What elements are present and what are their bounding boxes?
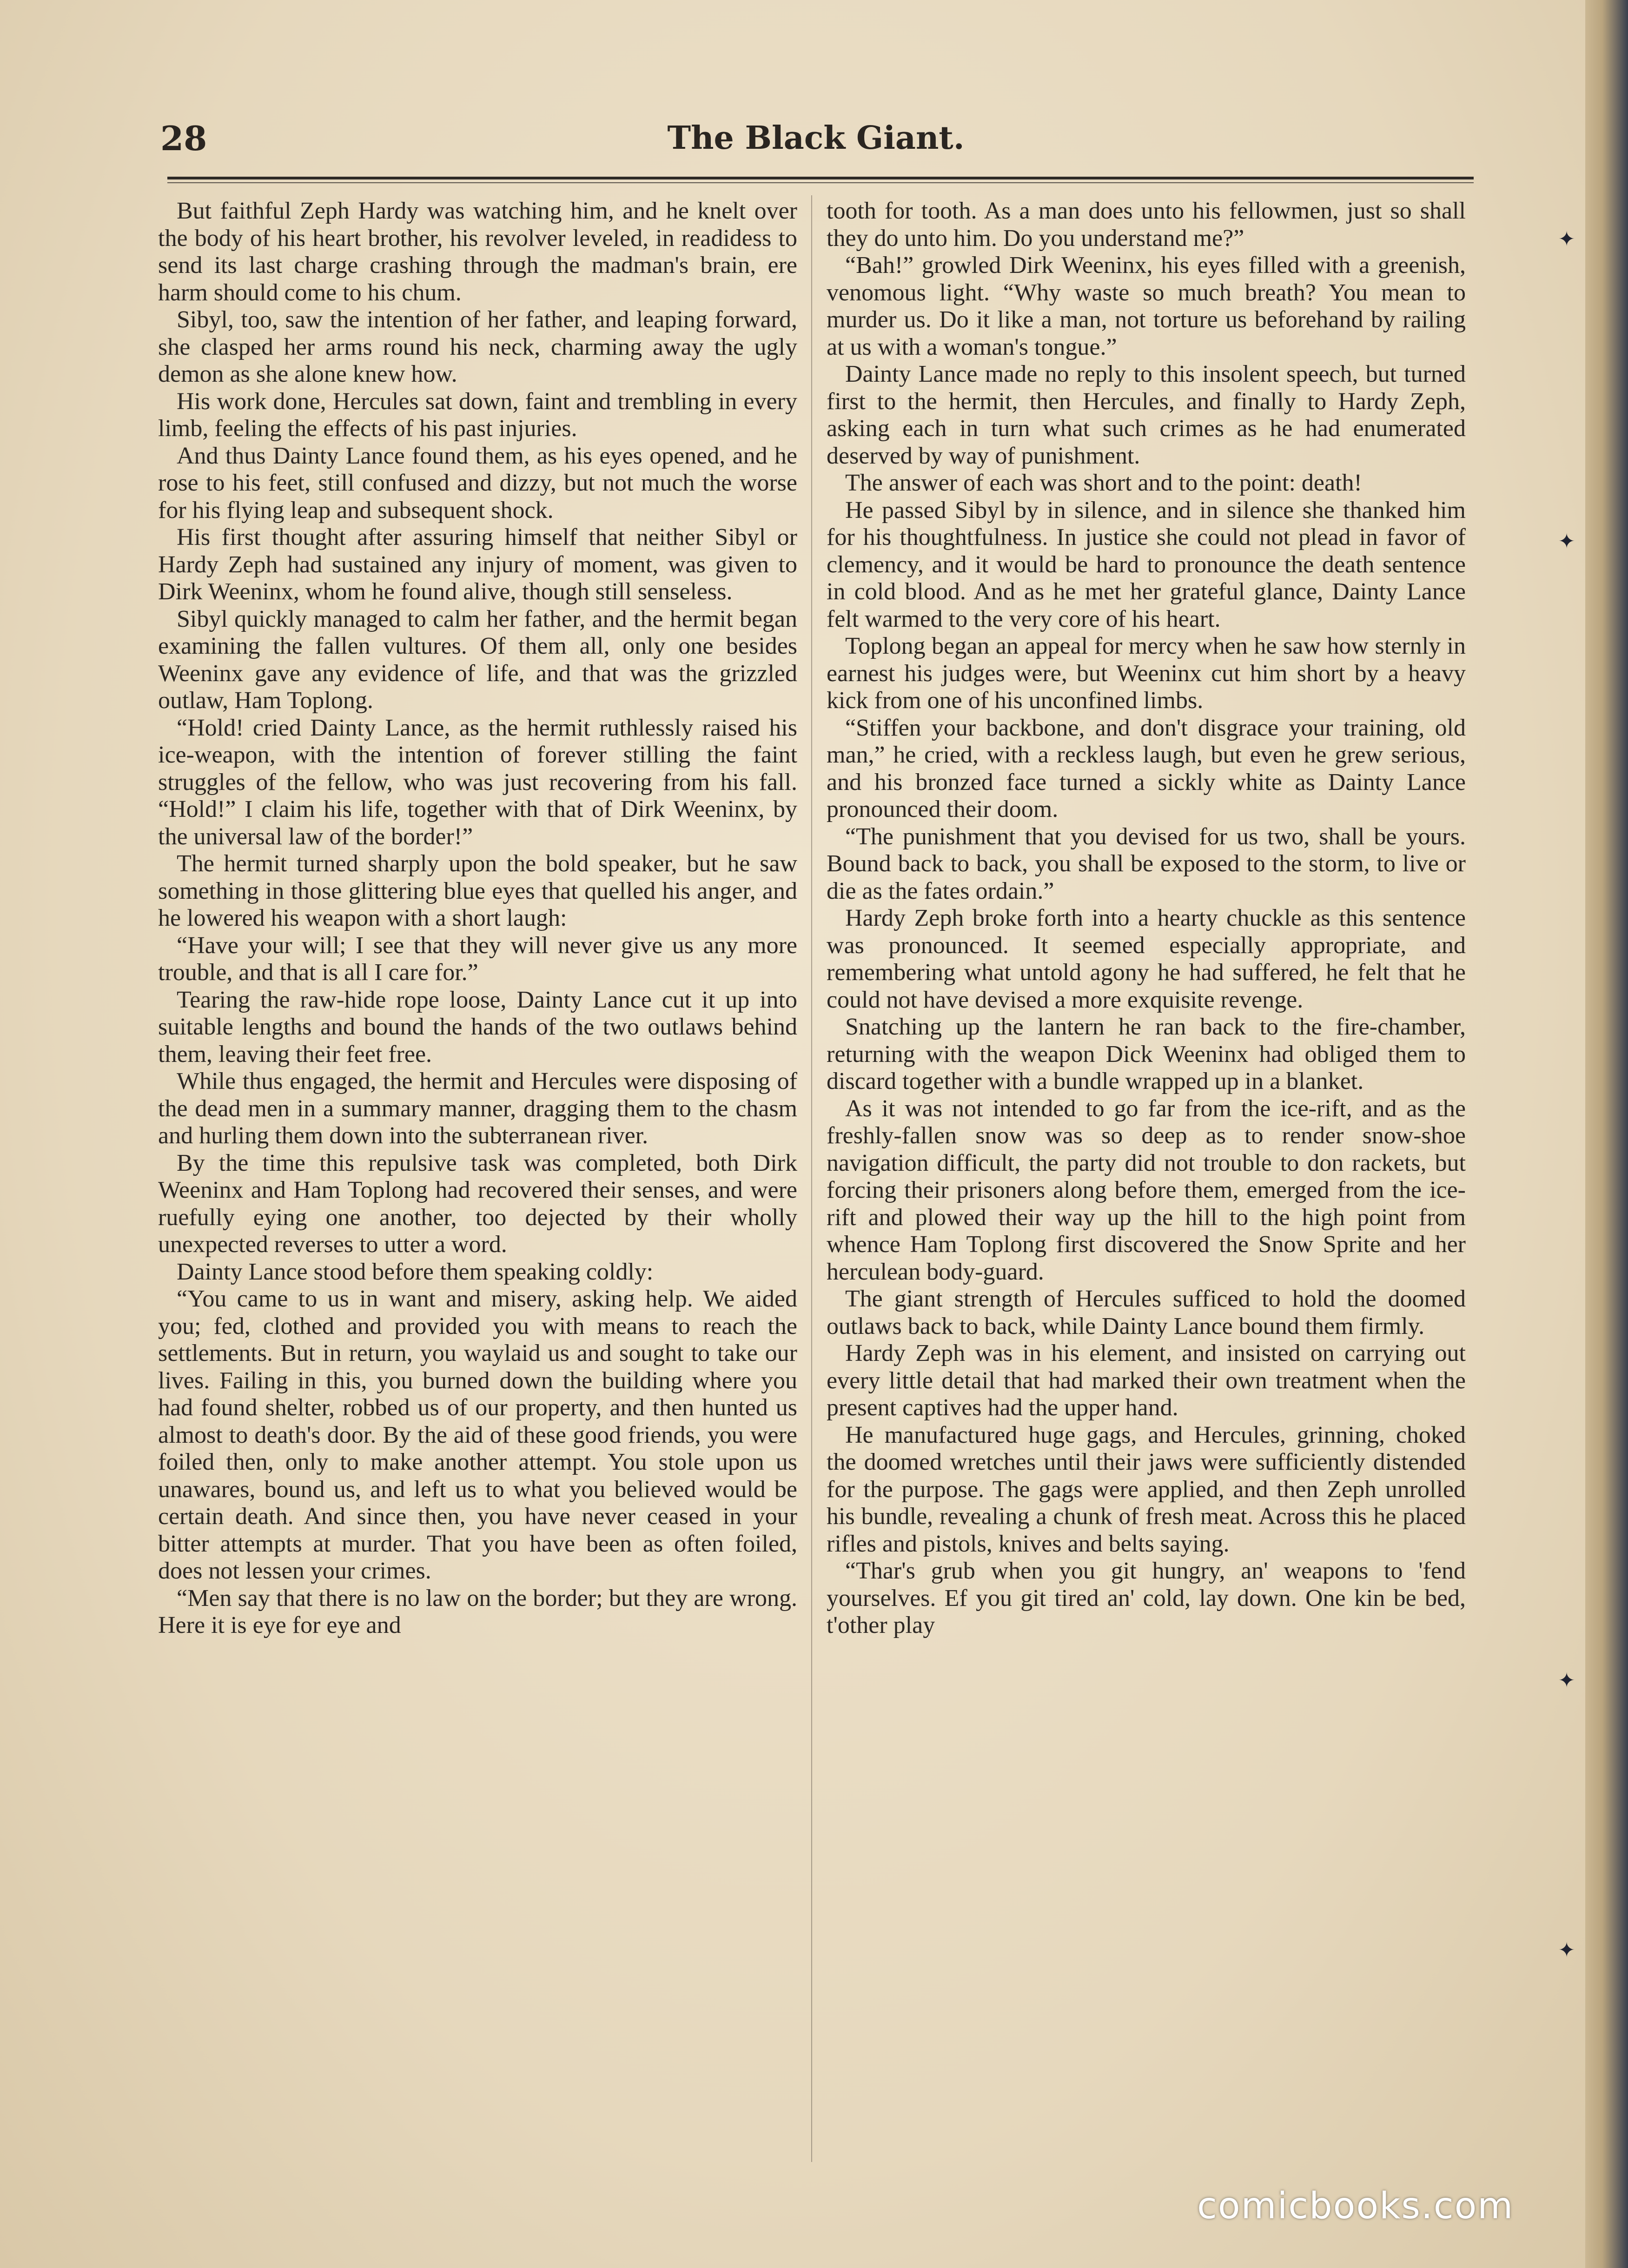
paragraph: His first thought after assuring himself that neither Sibyl or Hardy Zeph had sustained any injury of moment, was given to Dirk Weeninx, whom he found alive, though still senseless. (158, 524, 797, 605)
paragraph: “Have your will; I see that they will never give us any more trouble, and that is all I care for.” (158, 932, 797, 986)
paragraph: He manufactured huge gags, and Hercules, grinning, choked the doomed wretches until their jaws were sufficiently distended for the purpose. The gags were applied, and then Zeph unrolled his bundle, revealing a chunk of fresh meat. Across this he placed rifles and pistols, knives and belts saying. (827, 1421, 1466, 1557)
paragraph: Toplong began an appeal for mercy when he saw how sternly in earnest his judges were, but Weeninx cut him short by a heavy kick from one of his unconfined limbs. (827, 633, 1466, 714)
staple-icon: ✦ (1558, 1669, 1575, 1692)
paragraph: Snatching up the lantern he ran back to the fire-chamber, returning with the weapon Dick Weeninx had obliged them to discard together with a bundle wrapped up in a blanket. (827, 1014, 1466, 1094)
paragraph: And thus Dainty Lance found them, as his eyes opened, and he rose to his feet, still confused and dizzy, but not much the worse for his flying leap and subsequent shock. (158, 442, 797, 524)
paragraph: His work done, Hercules sat down, faint and trembling in every limb, feeling the effects of his past injuries. (158, 388, 797, 442)
paragraph: Tearing the raw-hide rope loose, Dainty Lance cut it up into suitable lengths and bound the hands of the two outlaws behind them, leaving their feet free. (158, 986, 797, 1068)
paragraph: Sibyl, too, saw the intention of her father, and leaping forward, she clasped her arms round his neck, charming away the ugly demon as she alone knew how. (158, 306, 797, 387)
paragraph: The giant strength of Hercules sufficed to hold the doomed outlaws back to back, while Dainty Lance bound them firmly. (827, 1286, 1466, 1340)
paragraph: The hermit turned sharply upon the bold speaker, but he saw something in those glittering blue eyes that quelled his anger, and he lowered his weapon with a short laugh: (158, 850, 797, 931)
paragraph: The answer of each was short and to the point: death! (845, 470, 1362, 496)
paragraph: While thus engaged, the hermit and Hercules were disposing of the dead men in a summary manner, dragging them to the chasm and hurling them down into the subterranean river. (158, 1068, 797, 1149)
paragraph: “Bah!” growled Dirk Weeninx, his eyes filled with a greenish, venomous light. “Why waste so much breath? You mean to murder us. Do it like a man, not torture us beforehand by railing at us with a woman's tongue.” (827, 252, 1466, 360)
paragraph: But faithful Zeph Hardy was watching him, and he knelt over the body of his heart brother, his revolver leveled, in readidess to send its last charge crashing through the madman's brain, ere harm should come to his chum. (158, 198, 797, 306)
header-rule-thin (167, 182, 1474, 183)
paragraph: “The punishment that you devised for us two, shall be yours. Bound back to back, you shall be exposed to the storm, to live or die as the fates ordain.” (827, 823, 1466, 904)
binding-spine (1585, 0, 1628, 2268)
paragraph: Sibyl quickly managed to calm her father, and the hermit began examining the fallen vultures. Of them all, only one besides Weeninx gave any evidence of life, and that was the grizzled outlaw, Ham Toplong. (158, 605, 797, 714)
left-column (158, 198, 797, 2164)
paragraph: Dainty Lance made no reply to this insolent speech, but turned first to the hermit, then Hercules, and finally to Hardy Zeph, asking each in turn what such crimes as he had enumerated deserved by way of punishment. (827, 361, 1466, 469)
paragraph: “Stiffen your backbone, and don't disgrace your training, old man,” he cried, with a reckless laugh, but even he grew serious, and his bronzed face turned a sickly white as Dainty Lance pronounced their doom. (827, 714, 1466, 822)
paragraph: “Men say that there is no law on the border; but they are wrong. Here it is eye for eye and (158, 1585, 797, 1638)
staple-icon: ✦ (1558, 227, 1575, 251)
running-title: The Black Giant. (667, 119, 965, 157)
paragraph: He passed Sibyl by in silence, and in silence she thanked him for his thoughtfulness. In justice she could not plead in favor of clemency, and it would be hard to pronounce the death sentence in cold blood. And as he met her grateful glance, Dainty Lance felt warmed to the very core of his heart. (827, 497, 1466, 632)
paragraph: By the time this repulsive task was completed, both Dirk Weeninx and Ham Toplong had recovered their senses, and were ruefully eying one another, too dejected by their wholly unexpected reverses to utter a word. (158, 1149, 797, 1258)
staple-icon: ✦ (1558, 1938, 1575, 1962)
page-number: 28 (160, 119, 207, 158)
right-column (827, 198, 1466, 2164)
page-header (153, 109, 1478, 160)
staple-icon: ✦ (1558, 530, 1575, 553)
column-divider (811, 195, 812, 2162)
paragraph: Dainty Lance stood before them speaking coldly: (177, 1258, 654, 1285)
watermark: comicbooks.com (1197, 2185, 1514, 2227)
paragraph: tooth for tooth. As a man does unto his fellowmen, just so shall they do unto him. Do you understand me?” (827, 198, 1466, 252)
paragraph: Hardy Zeph was in his element, and insisted on carrying out every little detail that had marked their own treatment when the present captives had the upper hand. (827, 1340, 1466, 1421)
paragraph: “Hold! cried Dainty Lance, as the hermit ruthlessly raised his ice-weapon, with the intention of forever stilling the faint struggles of the fellow, who was just recovering from his fall. “Hold!” I claim his life, together with that of Dirk Weeninx, by the universal law of the border!” (158, 714, 797, 850)
paragraph: Hardy Zeph broke forth into a hearty chuckle as this sentence was pronounced. It seemed especially appropriate, and remembering what untold agony he had suffered, he felt that he could not have devised a more exquisite revenge. (827, 905, 1466, 1013)
paragraph: “Thar's grub when you git hungry, an' weapons to 'fend yourselves. Ef you git tired an' cold, lay down. One kin be bed, t'other play (827, 1558, 1466, 1638)
header-rule (167, 177, 1474, 179)
paragraph: As it was not intended to go far from the ice-rift, and as the freshly-fallen snow was so deep as to render snow-shoe navigation difficult, the party did not trouble to don rackets, but forcing their prisoners along before them, emerged from the ice-rift and plowed their way up the hill to the high point from whence Ham Toplong first discovered the Snow Sprite and her herculean body-guard. (827, 1095, 1466, 1285)
paragraph: “You came to us in want and misery, asking help. We aided you; fed, clothed and provided you with means to reach the settlements. But in return, you waylaid us and sought to take our lives. Failing in this, you burned down the building where you had found shelter, robbed us of our property, and then hunted us almost to death's door. By the aid of these good friends, you were foiled then, only to make another attempt. You stole upon us unawares, bound us, and left us to what you believed would be certain death. And since then, you have never ceased in your bitter attempts at murder. That you have been as often foiled, does not lessen your crimes. (158, 1286, 797, 1584)
